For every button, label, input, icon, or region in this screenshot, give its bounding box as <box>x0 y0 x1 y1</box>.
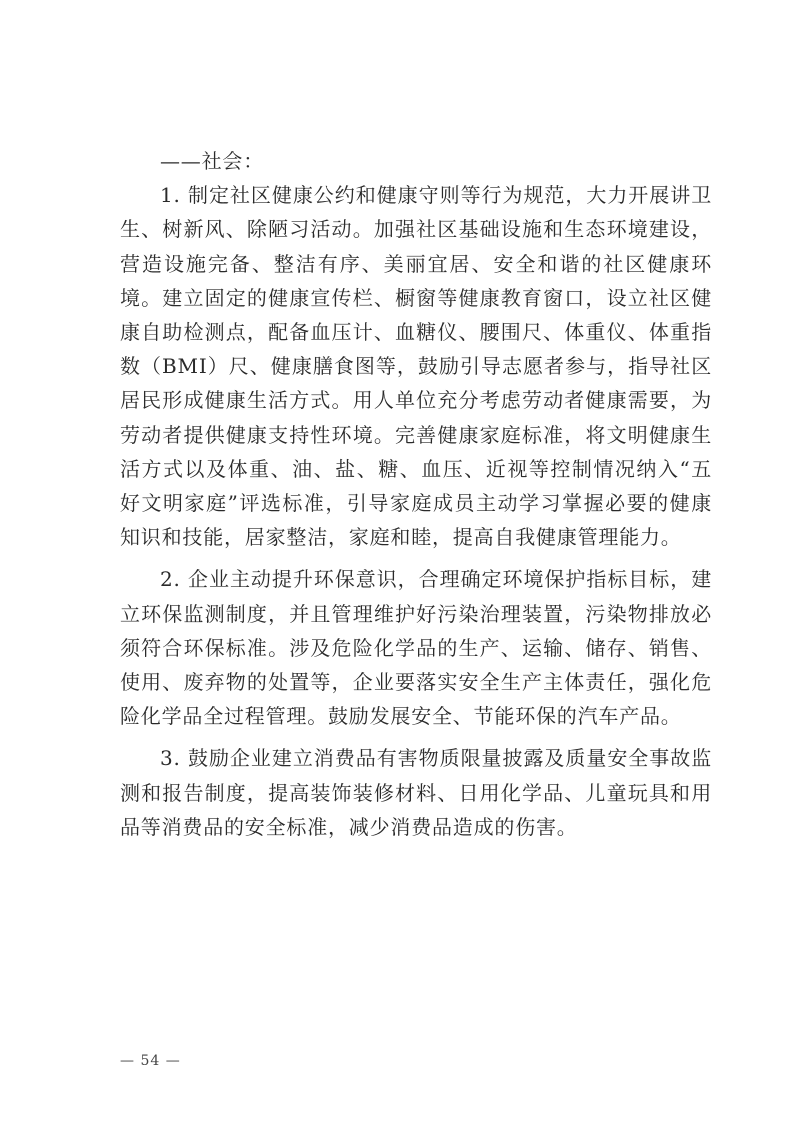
paragraph-1: 1. 制定社区健康公约和健康守则等行为规范，大力开展讲卫生、树新风、除陋习活动。加强社区基础设施和生态环境建设，营造设施完备、整洁有序、美丽宜居、安全和谐的社区健康环境。建立固定的健康宣传栏、橱窗等健康教育窗口，设立社区健康自助检测点，配备血压计、血糖仪、腰围尺、体重仪、体重指数（BMI）尺、健康膳食图等，鼓励引导志愿者参与，指导社区居民形成健康生活方式。用人单位充分考虑劳动者健康需要，为劳动者提供健康支持性环境。完善健康家庭标准，将文明健康生活方式以及体重、油、盐、糖、血压、近视等控制情况纳入“五好文明家庭”评选标准，引导家庭成员主动学习掌握必要的健康知识和技能，居家整洁，家庭和睦，提高自我健康管理能力。 <box>120 183 712 550</box>
paragraph-2: 2. 企业主动提升环保意识，合理确定环境保护指标目标，建立环保监测制度，并且管理维护好污染治理装置，污染物排放必须符合环保标准。涉及危险化学品的生产、运输、储存、销售、使用、废弃物的处置等，企业要落实安全生产主体责任，强化危险化学品全过程管理。鼓励发展安全、节能环保的汽车产品。 <box>120 567 712 729</box>
section-heading: ——社会： <box>160 149 264 173</box>
page-number: — 54 — <box>120 1053 181 1069</box>
body-text <box>120 144 712 844</box>
paragraph-3: 3. 鼓励企业建立消费品有害物质限量披露及质量安全事故监测和报告制度，提高装饰装修材料、日用化学品、儿童玩具和用品等消费品的安全标准，减少消费品造成的伤害。 <box>120 746 712 839</box>
